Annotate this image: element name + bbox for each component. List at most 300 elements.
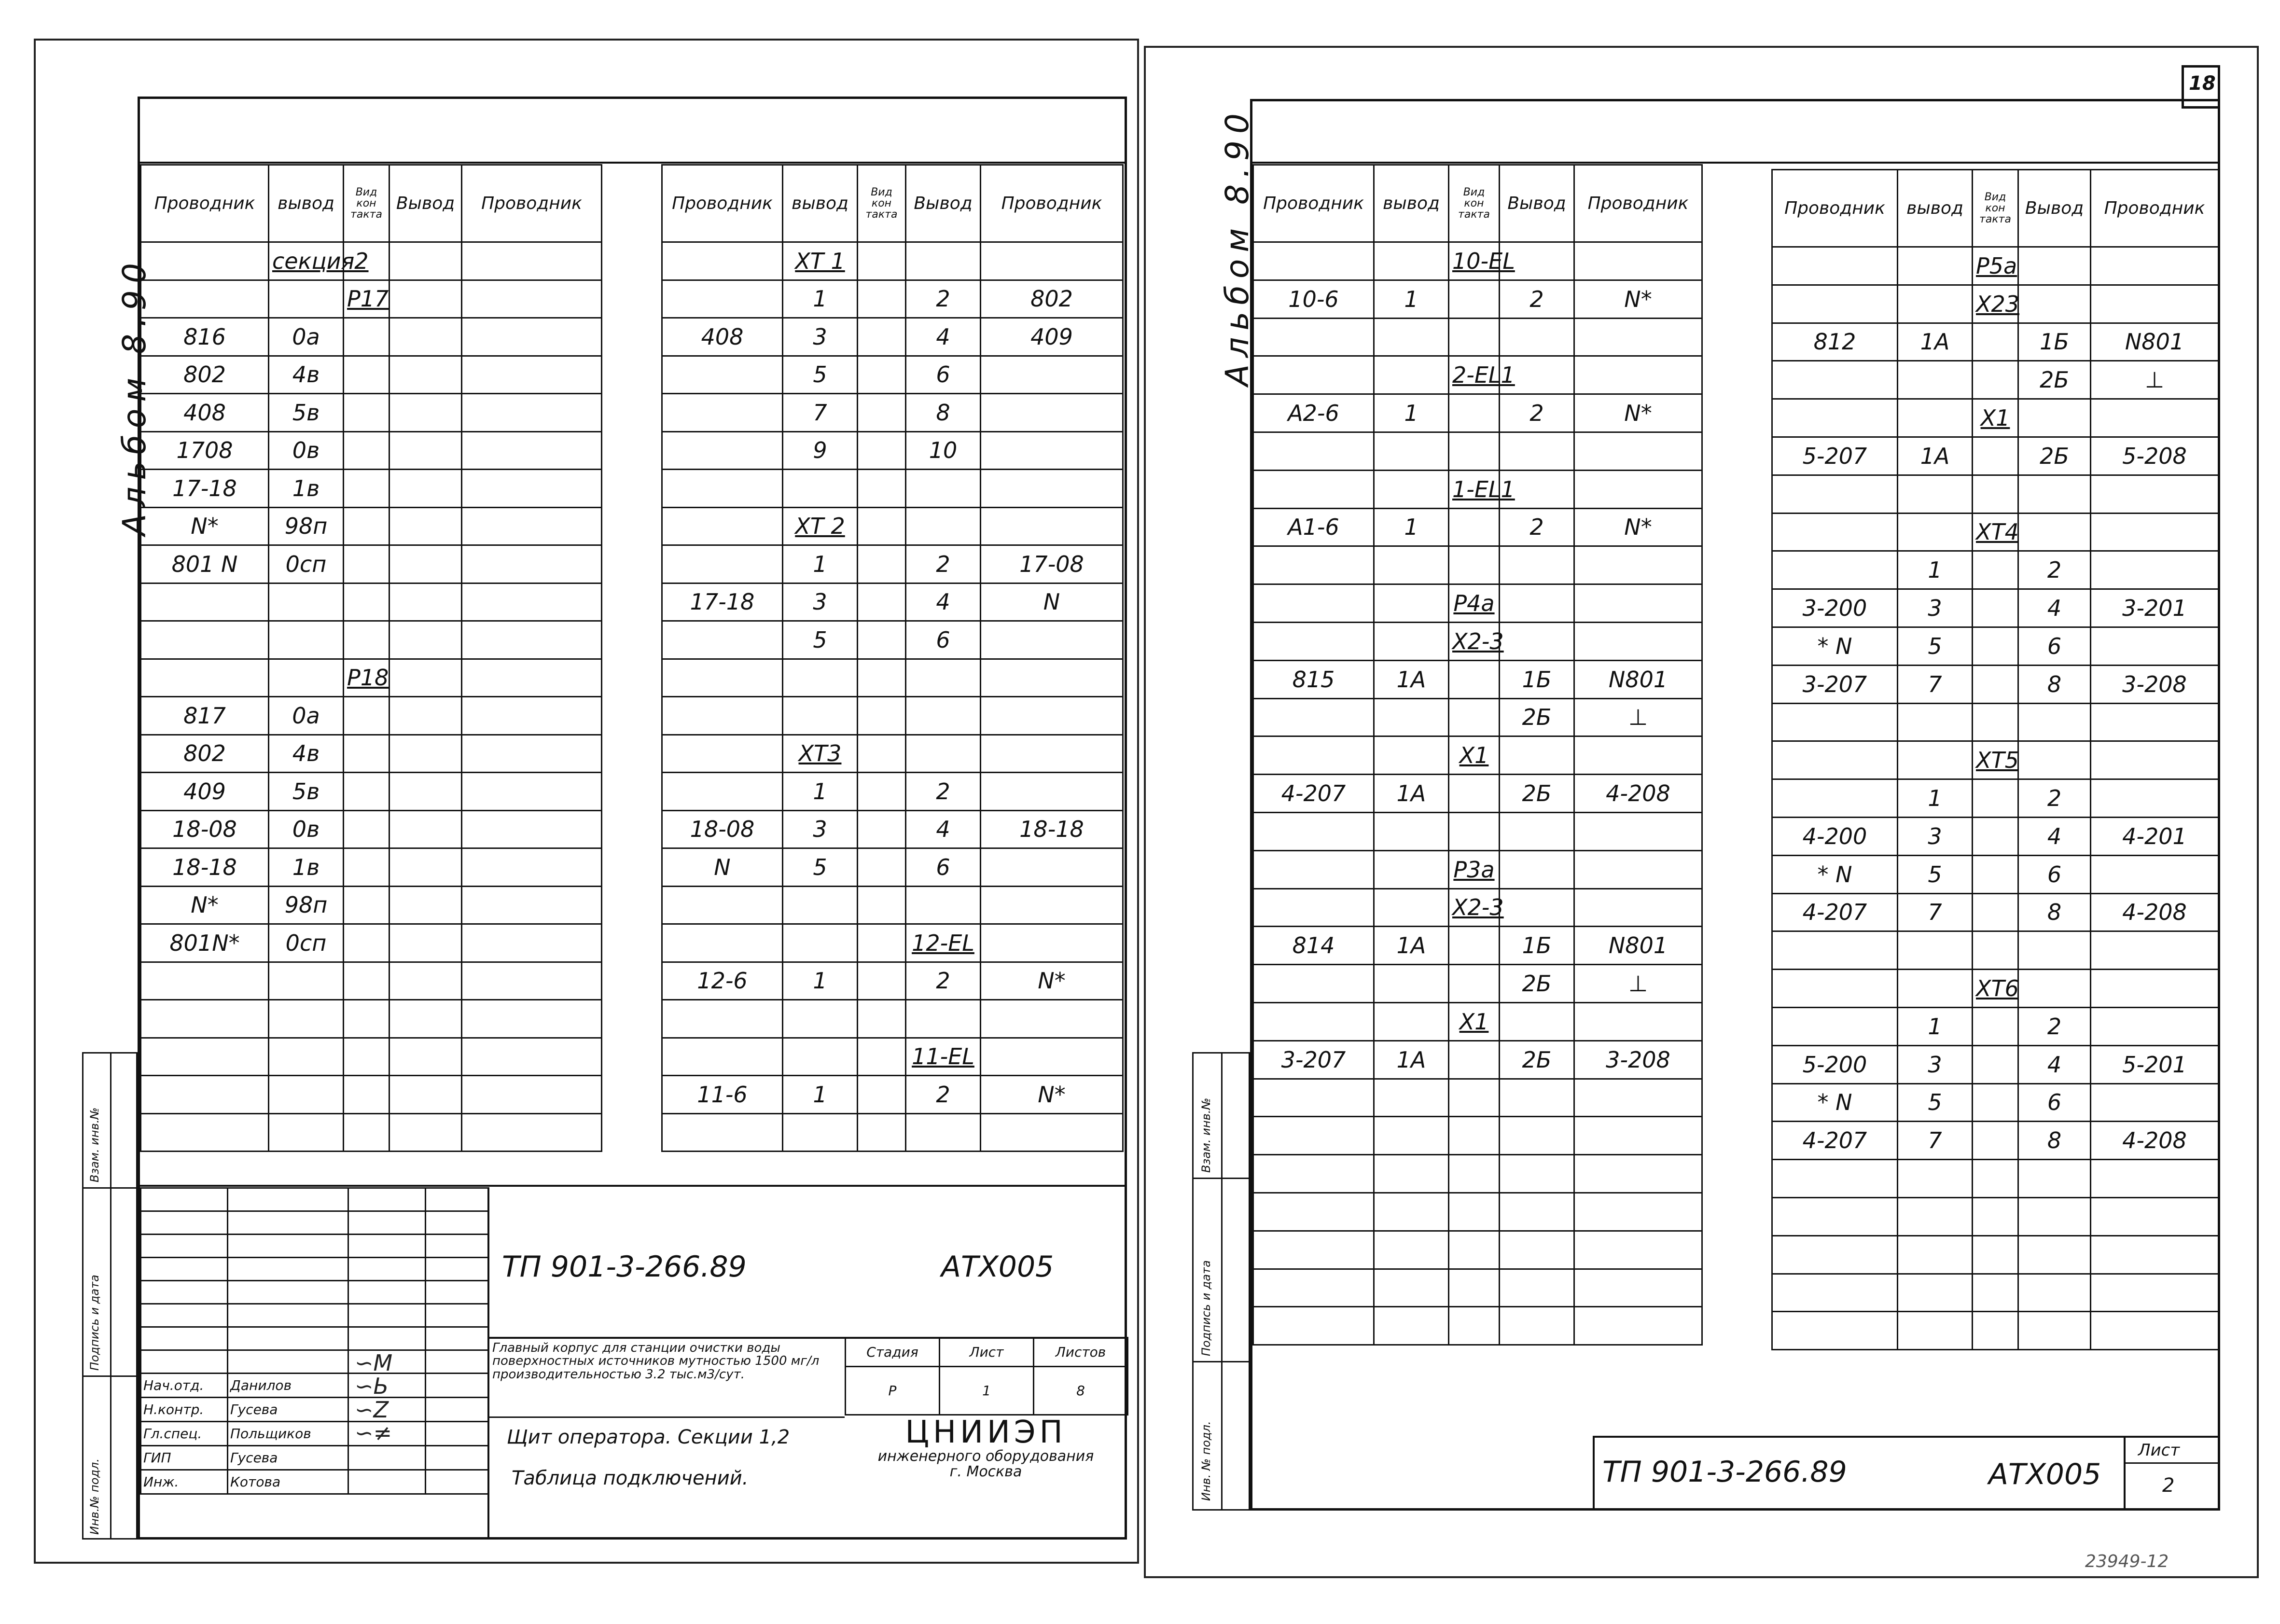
table-cell <box>1374 1307 1449 1345</box>
table-cell <box>389 583 462 621</box>
table-cell <box>1574 584 1702 623</box>
table-cell <box>662 773 783 811</box>
table-cell: 5 <box>1898 855 1973 893</box>
table-cell: 5-201 <box>2091 1045 2219 1083</box>
titleblock-code: ТП 901-3-266.89 <box>502 1250 747 1284</box>
table-cell: 8 <box>2018 1122 2091 1160</box>
table-cell: 2 <box>1500 508 1574 546</box>
table-cell <box>462 356 602 394</box>
table-cell <box>1973 589 2018 627</box>
table-cell <box>344 810 389 848</box>
table-cell <box>1772 779 1898 818</box>
table-cell <box>1449 432 1500 470</box>
table-row <box>1253 812 1702 850</box>
table-cell <box>2091 399 2219 437</box>
table-cell <box>1449 546 1500 584</box>
table-cell: ⊥ <box>2091 361 2219 399</box>
table-cell: секция2 <box>269 242 344 280</box>
table-row <box>1253 242 1702 280</box>
table-cell <box>1973 665 2018 703</box>
table-row <box>141 810 602 848</box>
table-cell <box>1574 622 1702 660</box>
table-row <box>662 1113 1123 1152</box>
table-row <box>141 470 602 508</box>
table-cell: 4 <box>906 810 981 848</box>
table-cell <box>462 773 602 811</box>
table-cell <box>1500 1307 1574 1345</box>
table-cell <box>981 1113 1123 1152</box>
table-cell: N* <box>141 886 269 924</box>
table-cell <box>1253 242 1374 280</box>
table-cell: 18-18 <box>981 810 1123 848</box>
table-cell <box>269 659 344 697</box>
table-cell <box>1500 1231 1574 1269</box>
table-cell: X1 <box>1973 399 2018 437</box>
table-cell: 1А <box>1374 1041 1449 1079</box>
left-strip-label-2: Подпись и дата <box>88 1275 101 1371</box>
table-cell <box>906 507 981 545</box>
table-row <box>662 1000 1123 1038</box>
table-cell: N801 <box>2091 323 2219 361</box>
table-cell: 1в <box>269 848 344 887</box>
table-cell <box>344 886 389 924</box>
table-cell <box>1449 280 1500 318</box>
table-row <box>1772 247 2219 285</box>
table-cell: P3a <box>1449 850 1500 888</box>
table-cell <box>1898 361 1973 399</box>
table-cell <box>1772 1007 1898 1045</box>
table-cell <box>1574 470 1702 508</box>
table-row <box>662 659 1123 697</box>
table-cell <box>2018 513 2091 551</box>
table-cell <box>269 1000 344 1038</box>
table-cell <box>1449 1079 1500 1117</box>
table-row <box>1772 399 2219 437</box>
table-cell <box>1253 1079 1374 1117</box>
table-cell <box>1898 247 1973 285</box>
table-cell: 1Б <box>1500 927 1574 965</box>
table-cell <box>1374 242 1449 280</box>
table-row <box>141 962 602 1000</box>
right-top-rule <box>1250 162 2220 164</box>
table-cell <box>462 394 602 432</box>
table-cell: 6 <box>2018 855 2091 893</box>
table-cell <box>1772 1160 1898 1198</box>
table-cell <box>783 470 858 508</box>
table-cell <box>344 924 389 962</box>
table-cell <box>662 659 783 697</box>
table-cell <box>858 810 906 848</box>
table-cell <box>1898 285 1973 323</box>
table-cell <box>662 886 783 924</box>
table-cell <box>462 431 602 470</box>
table-cell: 1 <box>783 280 858 318</box>
table-cell <box>662 242 783 280</box>
right-footer-sheet-rule <box>2124 1436 2126 1511</box>
table-cell: A1-6 <box>1253 508 1374 546</box>
table-cell <box>1973 703 2018 741</box>
table-row <box>141 1113 602 1152</box>
table-cell <box>981 1038 1123 1076</box>
table-cell <box>344 431 389 470</box>
table-cell: 814 <box>1253 927 1374 965</box>
table-cell <box>858 545 906 583</box>
table-cell <box>1253 1307 1374 1345</box>
table-row <box>1253 394 1702 432</box>
table-cell <box>1449 1193 1500 1231</box>
table-row <box>141 1038 602 1076</box>
titleblock-desc-rule <box>487 1416 845 1418</box>
table-cell: 6 <box>906 621 981 659</box>
table-row <box>662 773 1123 811</box>
table-cell: 6 <box>2018 1083 2091 1122</box>
table-cell <box>269 280 344 318</box>
table-row <box>1772 779 2219 818</box>
table-cell: 12-6 <box>662 962 783 1000</box>
table-cell: 7 <box>1898 665 1973 703</box>
table-cell: 4-207 <box>1253 775 1374 813</box>
table-row <box>141 242 602 280</box>
table-row <box>1772 1083 2219 1122</box>
header-conductor: Проводник <box>1772 170 1898 247</box>
table-cell <box>1574 1269 1702 1307</box>
table-cell <box>783 924 858 962</box>
table-cell <box>981 659 1123 697</box>
table-cell <box>1772 741 1898 779</box>
table-cell: 6 <box>906 356 981 394</box>
table-cell <box>858 583 906 621</box>
header-terminal: вывод <box>269 165 344 242</box>
table-cell: 1А <box>1898 437 1973 475</box>
table-cell <box>981 394 1123 432</box>
table-cell <box>269 583 344 621</box>
table-row <box>662 1038 1123 1076</box>
right-footer-sheet-number: 2 <box>2162 1474 2175 1497</box>
table-cell <box>1772 513 1898 551</box>
table-row <box>141 583 602 621</box>
table-cell <box>462 1076 602 1114</box>
table-cell <box>1253 1117 1374 1155</box>
table-cell <box>344 545 389 583</box>
table-cell <box>1374 318 1449 356</box>
table-cell: 2 <box>2018 779 2091 818</box>
table-cell <box>1374 1079 1449 1117</box>
table-row <box>662 697 1123 735</box>
table-row <box>1253 1231 1702 1269</box>
table-cell <box>2091 931 2219 970</box>
role-row: Инж. Котова <box>141 1470 488 1494</box>
table-cell <box>981 735 1123 773</box>
table-row <box>1253 1002 1702 1041</box>
header-contact-type: Вид кон такта <box>344 165 389 242</box>
bottom-note: 23949-12 <box>2085 1552 2169 1571</box>
table-cell <box>1973 1083 2018 1122</box>
table-cell <box>462 545 602 583</box>
table-row <box>1772 1160 2219 1198</box>
table-cell <box>1898 1160 1973 1198</box>
table-cell <box>462 621 602 659</box>
table-cell <box>1374 584 1449 623</box>
table-cell <box>1973 627 2018 665</box>
table-cell <box>1898 970 1973 1008</box>
table-cell: 2 <box>2018 551 2091 589</box>
table-row <box>662 735 1123 773</box>
table-cell <box>1253 1155 1374 1193</box>
table-cell <box>1374 698 1449 736</box>
table-cell: X1 <box>1449 736 1500 775</box>
table-cell <box>2091 1007 2219 1045</box>
table-cell <box>1449 965 1500 1003</box>
table-cell <box>344 507 389 545</box>
table-cell: P18 <box>344 659 389 697</box>
table-cell: 2Б <box>1500 775 1574 813</box>
table-cell: 18-08 <box>141 810 269 848</box>
table-cell <box>858 962 906 1000</box>
table-row <box>662 242 1123 280</box>
table-cell: 4 <box>906 583 981 621</box>
table-cell <box>1449 927 1500 965</box>
table-cell <box>981 470 1123 508</box>
table-cell <box>389 507 462 545</box>
table-cell: 6 <box>2018 627 2091 665</box>
table-row <box>141 848 602 887</box>
table-cell <box>1898 1274 1973 1312</box>
table-cell <box>981 886 1123 924</box>
table-cell: 3-200 <box>1772 589 1898 627</box>
header-terminal: вывод <box>1898 170 1973 247</box>
table-cell: 4-208 <box>2091 893 2219 931</box>
table-row <box>662 621 1123 659</box>
table-cell <box>1973 475 2018 513</box>
table-cell <box>462 1038 602 1076</box>
table-cell: 4в <box>269 356 344 394</box>
table-cell: 0а <box>269 697 344 735</box>
table-cell <box>1500 432 1574 470</box>
table-cell: 0а <box>269 318 344 356</box>
table-cell <box>2091 741 2219 779</box>
table-row <box>1772 855 2219 893</box>
table-cell <box>2091 475 2219 513</box>
table-cell: 1А <box>1898 323 1973 361</box>
header-terminal: вывод <box>783 165 858 242</box>
table-cell <box>1772 1235 1898 1274</box>
table-cell <box>1973 817 2018 855</box>
header-conductor-2: Проводник <box>2091 170 2219 247</box>
table-cell: 1 <box>1374 508 1449 546</box>
table-row <box>662 318 1123 356</box>
table-cell <box>344 1076 389 1114</box>
table-cell: 1 <box>783 1076 858 1114</box>
table-cell <box>858 394 906 432</box>
table-cell: X23 <box>1973 285 2018 323</box>
table-cell: N <box>662 848 783 887</box>
table-cell <box>1500 1079 1574 1117</box>
table-cell <box>1253 698 1374 736</box>
table-cell <box>783 697 858 735</box>
table-cell <box>1772 285 1898 323</box>
table-cell <box>344 773 389 811</box>
left-top-rule <box>138 162 1127 164</box>
table-row <box>662 848 1123 887</box>
table-cell <box>462 507 602 545</box>
titleblock-doc: АТХ005 <box>941 1250 1054 1284</box>
table-row <box>1253 280 1702 318</box>
table-cell <box>1574 546 1702 584</box>
table-cell <box>783 1000 858 1038</box>
table-cell: 11-EL <box>906 1038 981 1076</box>
table-cell <box>344 697 389 735</box>
table-cell <box>858 848 906 887</box>
table-cell <box>462 280 602 318</box>
table-cell: 4-207 <box>1772 893 1898 931</box>
table-row <box>1253 888 1702 927</box>
table-cell <box>906 242 981 280</box>
header-conductor: Проводник <box>1253 165 1374 242</box>
table-cell <box>1973 551 2018 589</box>
table-cell <box>858 1113 906 1152</box>
table-cell: 2Б <box>1500 698 1574 736</box>
table-cell <box>1374 736 1449 775</box>
table-row <box>1253 508 1702 546</box>
table-cell <box>1772 931 1898 970</box>
table-cell <box>1973 893 2018 931</box>
table-cell <box>1973 1197 2018 1235</box>
table-cell: 4в <box>269 735 344 773</box>
table-cell <box>1253 584 1374 623</box>
table-cell <box>1374 1269 1449 1307</box>
table-cell <box>783 659 858 697</box>
table-cell: 5-207 <box>1772 437 1898 475</box>
table-cell <box>141 583 269 621</box>
table-cell: P17 <box>344 280 389 318</box>
table-cell <box>1574 888 1702 927</box>
table-cell <box>1374 812 1449 850</box>
table-cell: N801 <box>1574 927 1702 965</box>
table-cell: 2 <box>906 962 981 1000</box>
table-cell <box>1500 546 1574 584</box>
titleblock-top-rule <box>138 1185 1127 1187</box>
table-cell <box>2018 247 2091 285</box>
table-row <box>1772 1122 2219 1160</box>
table-cell: 11-6 <box>662 1076 783 1114</box>
table-row <box>1253 698 1702 736</box>
table-cell <box>1500 812 1574 850</box>
table-cell <box>1574 1117 1702 1155</box>
table-row <box>141 356 602 394</box>
table-cell <box>906 697 981 735</box>
table-cell <box>1574 736 1702 775</box>
table-cell <box>389 242 462 280</box>
table-cell <box>1772 1197 1898 1235</box>
role-row: Н.контр. Гусева <box>141 1398 488 1422</box>
table-cell <box>344 735 389 773</box>
table-cell <box>906 1113 981 1152</box>
table-cell <box>141 962 269 1000</box>
table-cell <box>1449 1155 1500 1193</box>
table-row <box>1253 470 1702 508</box>
table-cell <box>1253 1193 1374 1231</box>
table-cell: 10-EL <box>1449 242 1500 280</box>
table-row <box>1253 1117 1702 1155</box>
header-terminal-2: Вывод <box>1500 165 1574 242</box>
table-cell <box>1898 741 1973 779</box>
table-row <box>1253 1193 1702 1231</box>
table-cell <box>1374 1231 1449 1269</box>
table-cell: 2 <box>2018 1007 2091 1045</box>
table-cell <box>1973 1007 2018 1045</box>
table-cell: 7 <box>1898 893 1973 931</box>
table-cell <box>2091 627 2219 665</box>
table-cell <box>858 318 906 356</box>
table-cell: 3-208 <box>2091 665 2219 703</box>
table-cell <box>1253 812 1374 850</box>
table-cell <box>1973 1235 2018 1274</box>
table-row <box>662 886 1123 924</box>
table-row <box>141 1076 602 1114</box>
connection-table-2 <box>661 164 1124 1152</box>
table-cell <box>1772 1312 1898 1350</box>
table-row <box>141 431 602 470</box>
table-cell <box>389 394 462 432</box>
table-cell <box>2018 399 2091 437</box>
table-cell <box>662 280 783 318</box>
table-cell: 1 <box>783 962 858 1000</box>
table-cell <box>1374 965 1449 1003</box>
table-cell <box>2018 1312 2091 1350</box>
table-cell <box>344 1113 389 1152</box>
table-cell: 816 <box>141 318 269 356</box>
table-cell <box>1253 470 1374 508</box>
table-cell <box>1253 1002 1374 1041</box>
table-cell: * N <box>1772 1083 1898 1122</box>
table-cell: N* <box>981 1076 1123 1114</box>
table-cell <box>662 356 783 394</box>
table-cell: 98п <box>269 507 344 545</box>
table-cell <box>662 470 783 508</box>
connection-table-4 <box>1771 169 2219 1350</box>
table-cell <box>1374 356 1449 394</box>
table-cell <box>858 1038 906 1076</box>
table-cell: 7 <box>1898 1122 1973 1160</box>
table-cell <box>2091 1235 2219 1274</box>
table-cell <box>1772 399 1898 437</box>
table-cell <box>1253 888 1374 927</box>
table-cell <box>389 1000 462 1038</box>
table-cell <box>1898 1235 1973 1274</box>
stage-table: Стадия Лист Листов Р 1 8 <box>845 1337 1128 1416</box>
table-cell <box>389 470 462 508</box>
table-cell: XT3 <box>783 735 858 773</box>
table-cell <box>783 1113 858 1152</box>
table-row <box>1772 741 2219 779</box>
table-cell <box>858 621 906 659</box>
table-row <box>1253 775 1702 813</box>
table-cell <box>906 1000 981 1038</box>
table-row <box>1253 927 1702 965</box>
table-cell <box>858 1076 906 1114</box>
table-row <box>1253 546 1702 584</box>
table-cell <box>1973 1045 2018 1083</box>
table-cell <box>1449 1269 1500 1307</box>
table-cell <box>1449 812 1500 850</box>
table-cell <box>2091 1197 2219 1235</box>
left-strip-label-3: Взам. инв.№ <box>88 1107 101 1182</box>
table-cell <box>462 886 602 924</box>
right-strip-hline-1 <box>1192 1178 1250 1179</box>
table-cell <box>1973 361 2018 399</box>
table-cell <box>2091 1160 2219 1198</box>
table-cell: 817 <box>141 697 269 735</box>
